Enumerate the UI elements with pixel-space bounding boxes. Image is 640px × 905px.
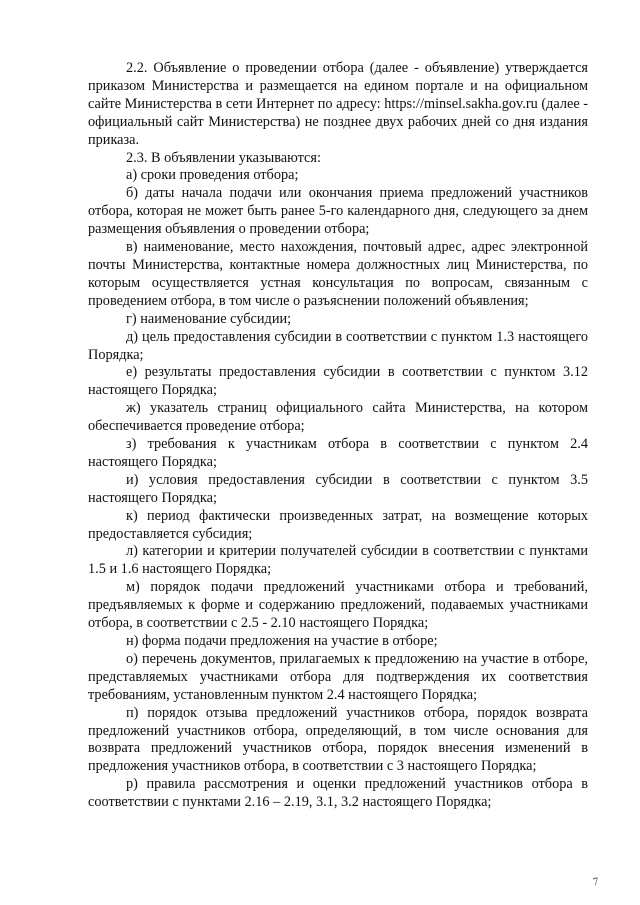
list-item-g: г) наименование субсидии; (126, 310, 292, 327)
list-item-d: д) цель предоставления субсидии в соответствии с пунктом 1.3 настоящего Порядка; (88, 328, 588, 363)
list-item-zh: ж) указатель страниц официального сайта Министерства, на котором обеспечивается проведение отбора; (88, 400, 588, 435)
list-item-z: з) требования к участникам отбора в соответствии с пунктом 2.4 настоящего Порядка; (88, 436, 588, 470)
list-item-p: п) порядок отзыва предложений участников отбора, порядок возврата предложений участников отбора, определяющий, в том числе основания для возврата предложений участников отбора, порядок внесения изменений в предложения участников отбора, в соответствии с 3 настоящего Порядка; (88, 704, 588, 775)
list-item-m: м) порядок подачи предложений участниками отбора и требований, предъявляемых к форме и содержанию предложений, подаваемых участниками отбора, в соответствии с 2.5 - 2.10 настоящего Порядка; (88, 579, 588, 632)
list-item-e: е) результаты предоставления субсидии в соответствии с пунктом 3.12 настоящего Порядка; (88, 364, 588, 399)
list-item-b: б) даты начала подачи или окончания приема предложений участников отбора, которая не может быть ранее 5-го календарного дня, следующего за днем размещения объявления о проведении отбора; (88, 185, 588, 238)
list-item-a: а) сроки проведения отбора; (126, 167, 299, 184)
document-body (88, 60, 588, 812)
list-item-l: л) категории и критерии получателей субсидии в соответствии с пунктами 1.5 и 1.6 настоящего Порядка; (88, 543, 588, 578)
list-item-r: р) правила рассмотрения и оценки предложений участников отбора в соответствии с пунктами 2.16 – 2.19, 3.1, 3.2 настоящего Порядка; (88, 776, 588, 811)
list-item-v: в) наименование, место нахождения, почтовый адрес, адрес электронной почты Министерства, контактные номера должностных лиц Министерства, по которым осуществляется устная консультация по вопросам, связанным с проведением отбора, в том числе о разъяснении положений объявления; (88, 239, 588, 309)
list-item-k: к) период фактически произведенных затрат, на возмещение которых предоставляется субсидия; (88, 507, 588, 542)
list-item-n: н) форма подачи предложения на участие в отборе; (126, 633, 438, 649)
page-number: 7 (592, 875, 600, 889)
list-item-o: о) перечень документов, прилагаемых к предложению на участие в отборе, представляемых участниками отбора для подтверждения их соответствия требованиям, установленным пунктом 2.4 настоящего Порядка; (88, 650, 588, 703)
paragraph-2-2: 2.2. Объявление о проведении отбора (далее - объявление) утверждается приказом Министерства и размещается на едином портале и на официальном сайте Министерства в сети Интернет по адресу: https://minsel.sakha.gov.ru (далее - официальный сайт Министерства) не позднее двух рабочих дней со дня издания приказа. (88, 60, 589, 148)
paragraph-2-3: 2.3. В объявлении указываются: (126, 149, 321, 166)
list-item-i: и) условия предоставления субсидии в соответствии с пунктом 3.5 настоящего Порядка; (88, 471, 588, 506)
